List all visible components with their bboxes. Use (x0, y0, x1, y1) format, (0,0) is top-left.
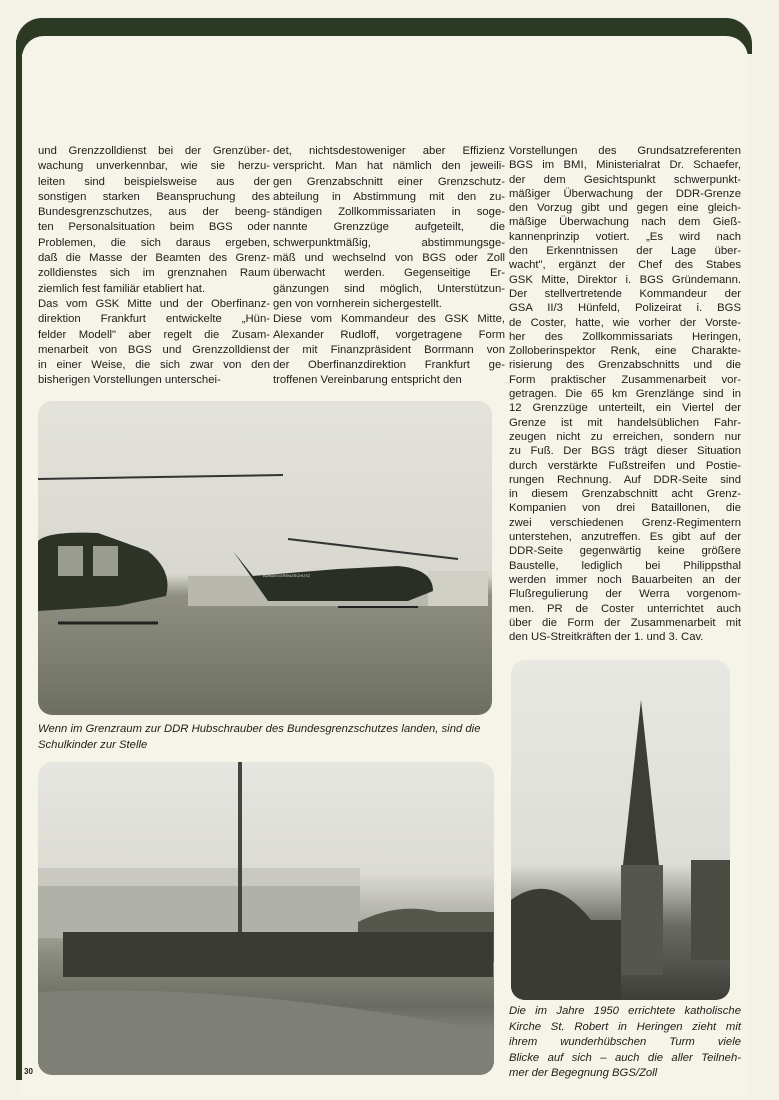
text-line: Kompanien von drei Bataillonen, die (509, 502, 741, 515)
text-line: unterstehen, anzutreffen. Es gibt auf der (509, 531, 741, 544)
text-line: mäßiger Überwachung der DDR-Grenze (509, 187, 741, 200)
text-line: zwei verschiedenen Grenz-Regimentern (509, 516, 741, 529)
schoolchildren-illustration (38, 762, 494, 1075)
text-line: Bundesgrenzschutzes, aus der beeng- (38, 206, 270, 219)
text-line: GSA II/3 Hünfeld, Polizeirat i. BGS (509, 302, 741, 315)
text-line: schwerpunktmäßig, abstimmungsge- (273, 236, 505, 249)
text-line: und Grenzzolldienst bei der Grenzüber- (38, 145, 270, 157)
text-line: det, nichtsdestoweniger aber Effizienz (273, 145, 505, 157)
text-line: risierung des Grenzabschnitts und die (509, 359, 741, 372)
text-line: abteilung in Abstimmung mit den zu- (273, 190, 505, 203)
text-line: überwacht werden. Gegenseitige Er- (273, 267, 505, 280)
text-column-3 (509, 144, 741, 644)
text-line: gänzungen sind möglich, Unterstützun- (273, 282, 505, 295)
schoolchildren-photo (38, 762, 494, 1075)
frame-left-border (16, 40, 22, 1080)
text-line: daß die Masse der Beamten des Grenz- (38, 252, 270, 265)
text-line: Diese vom Kommandeur des GSK Mitte, (273, 313, 505, 326)
text-line: in diesem Grenzabschnitt acht Grenz- (509, 488, 741, 501)
text-line: leiten sind beispielsweise aus der (38, 175, 270, 188)
church-caption (509, 1004, 741, 1082)
text-line: zolldienstes sich im grenznahen Raum (38, 267, 270, 280)
text-line: nannte Grenzzüge aufgeteilt, die (273, 221, 505, 234)
text-line: den US-Streitkräften der 1. und 3. Cav. (509, 631, 704, 644)
text-line: BGS im BMI, Ministerialrat Dr. Schaefer, (509, 159, 741, 172)
text-line: Flußregulierung der Werra vorgenom- (509, 588, 741, 601)
text-line: menarbeit von BGS und Grenzzolldienst (38, 343, 270, 356)
text-line: GSK Mitte, Direktor i. BGS Gründemann. (509, 273, 741, 286)
text-line: direktion Frankfurt entwickelte „Hün- (38, 313, 270, 326)
caption-line: mer der Begegnung BGS/Zoll (509, 1067, 658, 1079)
text-column-1 (38, 144, 270, 389)
text-line: verspricht. Man hat nämlich den jeweili- (273, 160, 505, 173)
text-line: zeugen nicht zu erreichen, sondern nur (509, 430, 741, 443)
church-illustration (511, 660, 730, 1000)
text-line: Der stellvertretende Kommandeur der (509, 287, 741, 300)
text-line: felder Modell" aber regelt die Zusam- (38, 328, 270, 341)
caption-line: Blicke auf sich – auch die aller Teilneh- (509, 1051, 741, 1064)
helicopters-illustration (38, 401, 492, 715)
church-photo (511, 660, 730, 1000)
text-line: bisherigen Vorstellungen unterschei- (38, 374, 221, 387)
text-line: wacht", ergänzt der Chef des Stabes (509, 259, 741, 272)
text-line: gen Grenzabschnitt einer Grenzschutz- (273, 175, 505, 188)
text-line: der Oberfinanzdirektion Frankfurt ge- (273, 359, 505, 372)
text-line: Baustelle, lediglich bei Philippsthal (509, 559, 741, 572)
text-line: ten Personalsituation beim BGS oder (38, 221, 270, 234)
text-line: Problemen, die sich daraus ergeben, (38, 236, 270, 249)
text-line: men. PR de Coster unterrichtet auch (509, 602, 741, 615)
text-line: den Vorzug gibt und gegen eine gleich- (509, 202, 741, 215)
text-line: Das vom GSK Mitte und der Oberfinanz- (38, 297, 270, 310)
text-line: Alexander Rudloff, vorgetragene Form (273, 328, 505, 341)
text-line: Zolloberinspektor Renk, eine Charakte- (509, 345, 741, 358)
text-line: der dem Gesichtspunkt schwerpunkt- (509, 173, 741, 186)
text-line: getragen. Die 65 km Grenzlänge sind in (509, 388, 741, 401)
text-line: rungen Rechnung. Auf DDR-Seite sind (509, 473, 741, 486)
text-line: gen von vornherein sichergestellt. (273, 297, 442, 310)
text-line: kannenprinzip votiert. „Es wird nach (509, 230, 741, 243)
helicopters-caption: Wenn im Grenzraum zur DDR Hubschrauber des Bundesgrenzschutzes landen, sind die Schulkinder zur Stelle (38, 723, 481, 751)
text-line: Vorstellungen des Grundsatzreferenten (509, 145, 741, 157)
text-line: Form praktischer Zusammenarbeit vor- (509, 373, 741, 386)
text-line: über die Form der Zusammenarbeit mit (509, 616, 741, 629)
text-line: troffenen Vereinbarung entspricht den (273, 374, 462, 387)
text-line: DDR-Seite gegenwärtig keine größere (509, 545, 741, 558)
text-line: ständigen Zollkommissariaten in soge- (273, 206, 505, 219)
text-line: wachung unverkennbar, wie sie herzu- (38, 160, 270, 173)
text-line: her des Zollkommissariats Heringen, (509, 330, 741, 343)
text-line: zu Fuß. Der BGS trägt dieser Situation (509, 445, 741, 458)
page-number: 30 (24, 1067, 33, 1076)
caption-line: Die im Jahre 1950 errichtete katholische (509, 1005, 741, 1017)
text-line: in einer Weise, die sich zwar von den (38, 359, 270, 372)
helicopter-label: BUNDESGRENZSCHUTZ (263, 573, 310, 578)
text-line: 12 Grenzzüge unterteilt, ein Viertel der (509, 402, 741, 415)
text-line: Grenze ist mit handelsüblichen Fahr- (509, 416, 741, 429)
text-line: der mit Finanzpräsident Borrmann von (273, 343, 505, 356)
text-line: den Erkenntnissen der Lage über- (509, 245, 741, 258)
helicopters-photo (38, 401, 492, 715)
text-line: werden immer noch Bauarbeiten an der (509, 573, 741, 586)
text-line: mäßige Überwachung nach dem Gieß- (509, 216, 741, 229)
caption-line: ihrem wunderhübschen Turm viele (509, 1036, 741, 1048)
caption-line: Kirche St. Robert in Heringen zieht mit (509, 1020, 741, 1033)
text-column-2 (273, 144, 505, 389)
text-line: de Coster, hatte, wie vorher der Vorste- (509, 316, 741, 329)
text-line: mäß und wechselnd von BGS oder Zoll (273, 252, 505, 265)
text-line: durch verstärkte Fußstreifen und Postie- (509, 459, 741, 472)
text-line: sonstigen starken Beanspruchung des (38, 190, 270, 203)
text-line: ziemlich fest familiär etabliert hat. (38, 282, 206, 295)
